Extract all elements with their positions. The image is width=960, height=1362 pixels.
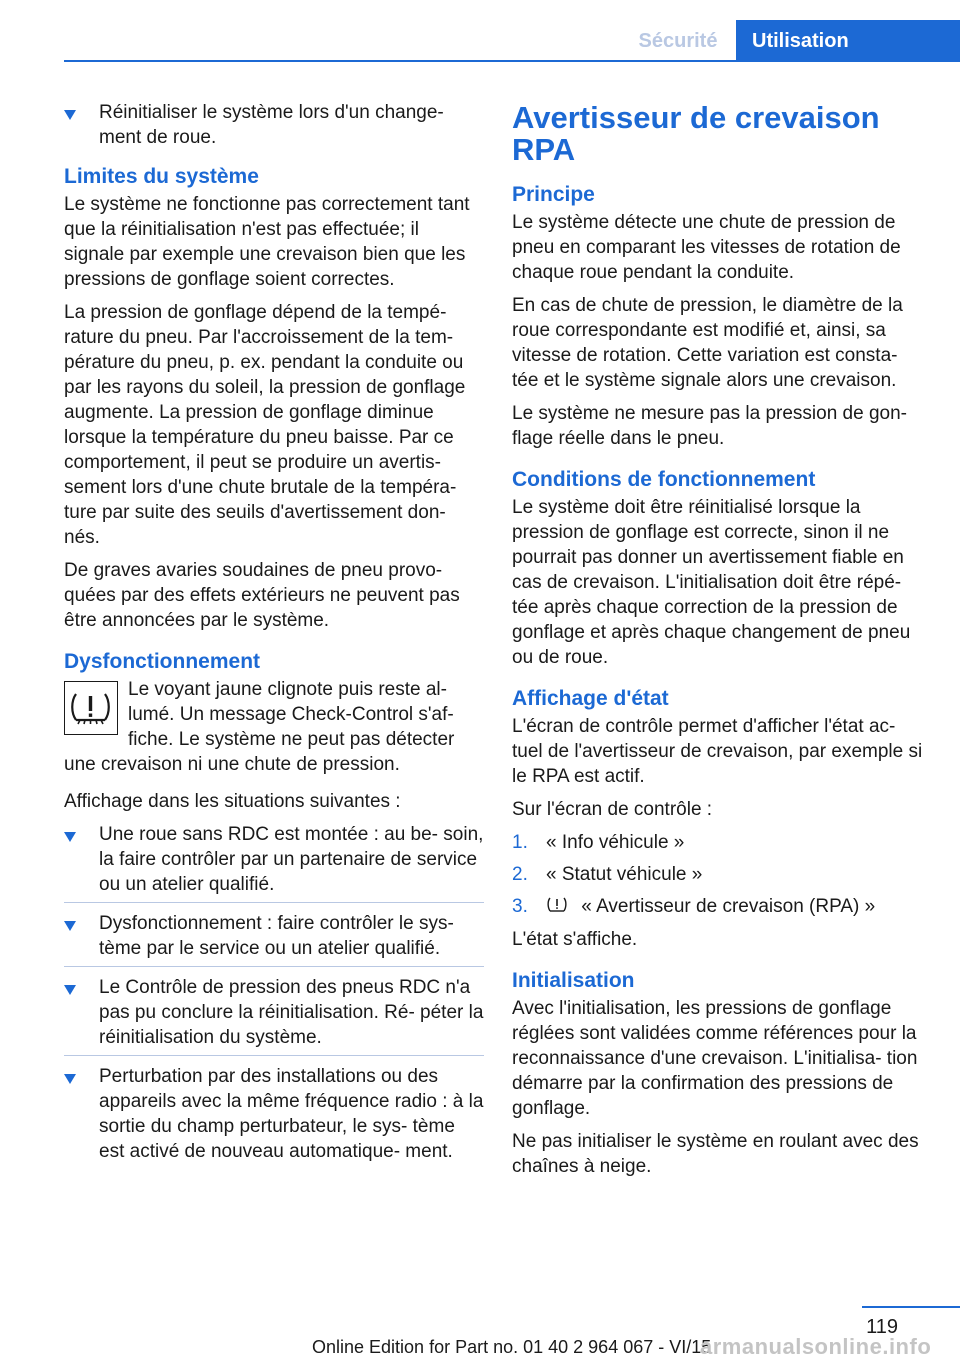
list-item — [64, 911, 484, 961]
triangle-bullet-icon — [64, 985, 76, 995]
list-item — [512, 862, 926, 887]
list-divider — [64, 966, 484, 967]
malfunction-heading: Dysfonctionnement — [64, 650, 261, 673]
principle-paragraph-3: Le système ne mesure pas la pression de gon‐ flage réelle dans le pneu. — [512, 403, 907, 449]
list-divider — [64, 902, 484, 903]
list-item — [64, 100, 484, 150]
warning-text: Le voyant jaune clignote puis reste al‐ lumé. Un message Check-Control s'af‐ fiche. Le système ne peut pas détecter une crevaison ni une chute de pression. — [64, 679, 455, 775]
top-bullet-list — [64, 100, 484, 150]
list-item-text: Réinitialiser le système lors d'un change‐ ment de roue. — [99, 102, 444, 148]
init-paragraph-2: Ne pas initialiser le système en roulant avec des chaînes à neige. — [512, 1131, 919, 1177]
triangle-bullet-icon — [64, 1074, 76, 1084]
list-item — [64, 822, 484, 897]
triangle-bullet-icon — [64, 832, 76, 842]
section-title: Avertisseur de crevaison RPA — [512, 100, 880, 167]
warning-paragraph — [64, 677, 484, 777]
step-text: « Avertisseur de crevaison (RPA) » — [581, 896, 876, 917]
list-item — [64, 1064, 484, 1164]
step-text: « Statut véhicule » — [546, 864, 703, 885]
list-item — [512, 894, 926, 919]
footer-rule — [862, 1306, 960, 1308]
status-paragraph-2: Sur l'écran de contrôle : — [512, 799, 713, 820]
right-column — [512, 100, 926, 1187]
triangle-bullet-icon — [64, 110, 76, 120]
list-item — [512, 830, 926, 855]
tire-pressure-warning-icon — [64, 681, 118, 735]
step-number: 3. — [512, 896, 528, 917]
step-number: 1. — [512, 832, 528, 853]
principle-paragraph-2: En cas de chute de pression, le diamètre de la roue correspondante est modifié et, ainsi, sa vitesse de rotation. Cette variation est consta‐ tée et le système signale alors une crevaison. — [512, 295, 903, 391]
limits-paragraph-3: De graves avaries soudaines de pneu provo‐ quées par des effets extérieurs ne peuvent pas être annoncées par le système. — [64, 560, 460, 631]
step-number: 2. — [512, 864, 528, 885]
init-paragraph-1: Avec l'initialisation, les pressions de gonflage réglées sont validées comme références pour la reconnaissance d'une crevaison. L'initialisa‐ tion démarre par la confirmation des pressions de gonflage. — [512, 998, 918, 1119]
step-text: « Info véhicule » — [546, 832, 685, 853]
online-edition-text: Online Edition for Part no. 01 40 2 964 067 - VI/15 — [312, 1337, 712, 1357]
malfunction-intro: Affichage dans les situations suivantes : — [64, 791, 401, 812]
header-chapter-tab — [736, 20, 960, 62]
list-item — [64, 975, 484, 1050]
status-steps — [512, 830, 926, 919]
header-section-label: Sécurité — [638, 30, 718, 52]
list-item-text: Perturbation par des installations ou des appareils avec la même fréquence radio : à la sortie du champ perturbateur, le sys‐ tème est activé de nouveau automatique‐ ment. — [99, 1066, 484, 1162]
page-number: 119 — [866, 1316, 898, 1338]
watermark: armanualsonline.info — [700, 1334, 932, 1359]
list-item-text: Le Contrôle de pression des pneus RDC n'a pas pu conclure la réinitialisation. Ré‐ péter la réinitialisation du système. — [99, 977, 484, 1048]
limits-paragraph-2: La pression de gonflage dépend de la tempé‐ rature du pneu. Par l'accroissement de la tem‐ pérature du pneu, p. ex. pendant la conduite ou par les rayons du soleil, la pression de gonflage augmente. La pression de gonflage diminue lorsque la température du pneu baisse. Par ce comportement, il peut se produire un avertis‐ sement lors d'une chute brutale de la tempéra‐ ture par suite des seuils d'avertissement don‐ nés. — [64, 302, 466, 548]
conditions-heading: Conditions de fonctionnement — [512, 468, 816, 491]
list-item-text: Dysfonctionnement : faire contrôler le sys‐ tème par le service ou un atelier qualifié. — [99, 913, 454, 959]
triangle-bullet-icon — [64, 921, 76, 931]
header-chapter-label: Utilisation — [752, 30, 849, 52]
left-column — [64, 100, 484, 1172]
status-heading: Affichage d'état — [512, 687, 669, 710]
list-item-text: Une roue sans RDC est montée : au be‐ soin, la faire contrôler par un partenaire de service ou un atelier qualifié. — [99, 824, 484, 895]
tire-pressure-icon — [546, 895, 568, 915]
status-paragraph-3: L'état s'affiche. — [512, 929, 638, 950]
conditions-paragraph: Le système doit être réinitialisé lorsque la pression de gonflage est correcte, sinon il ne pourrait pas donner un avertissement fiable en cas de crevaison. L'initialisation doit être répé‐ tée après chaque correction de la pression de gonflage et après chaque changement de pneu ou de roue. — [512, 497, 911, 668]
status-paragraph-1: L'écran de contrôle permet d'afficher l'état ac‐ tuel de l'avertisseur de crevaison, par exemple si le RPA est actif. — [512, 716, 923, 787]
principle-paragraph-1: Le système détecte une chute de pression de pneu en comparant les vitesses de rotation de chaque roue pendant la conduite. — [512, 212, 901, 283]
limits-paragraph-1: Le système ne fonctionne pas correctement tant que la réinitialisation n'est pas effectuée; il signale par exemple une crevaison bien que les pressions de gonflage soient correctes. — [64, 194, 470, 290]
limits-heading: Limites du système — [64, 165, 259, 188]
header-rule — [64, 60, 960, 62]
init-heading: Initialisation — [512, 969, 635, 992]
principle-heading: Principe — [512, 183, 595, 206]
list-divider — [64, 1055, 484, 1056]
malfunction-list — [64, 822, 484, 1164]
